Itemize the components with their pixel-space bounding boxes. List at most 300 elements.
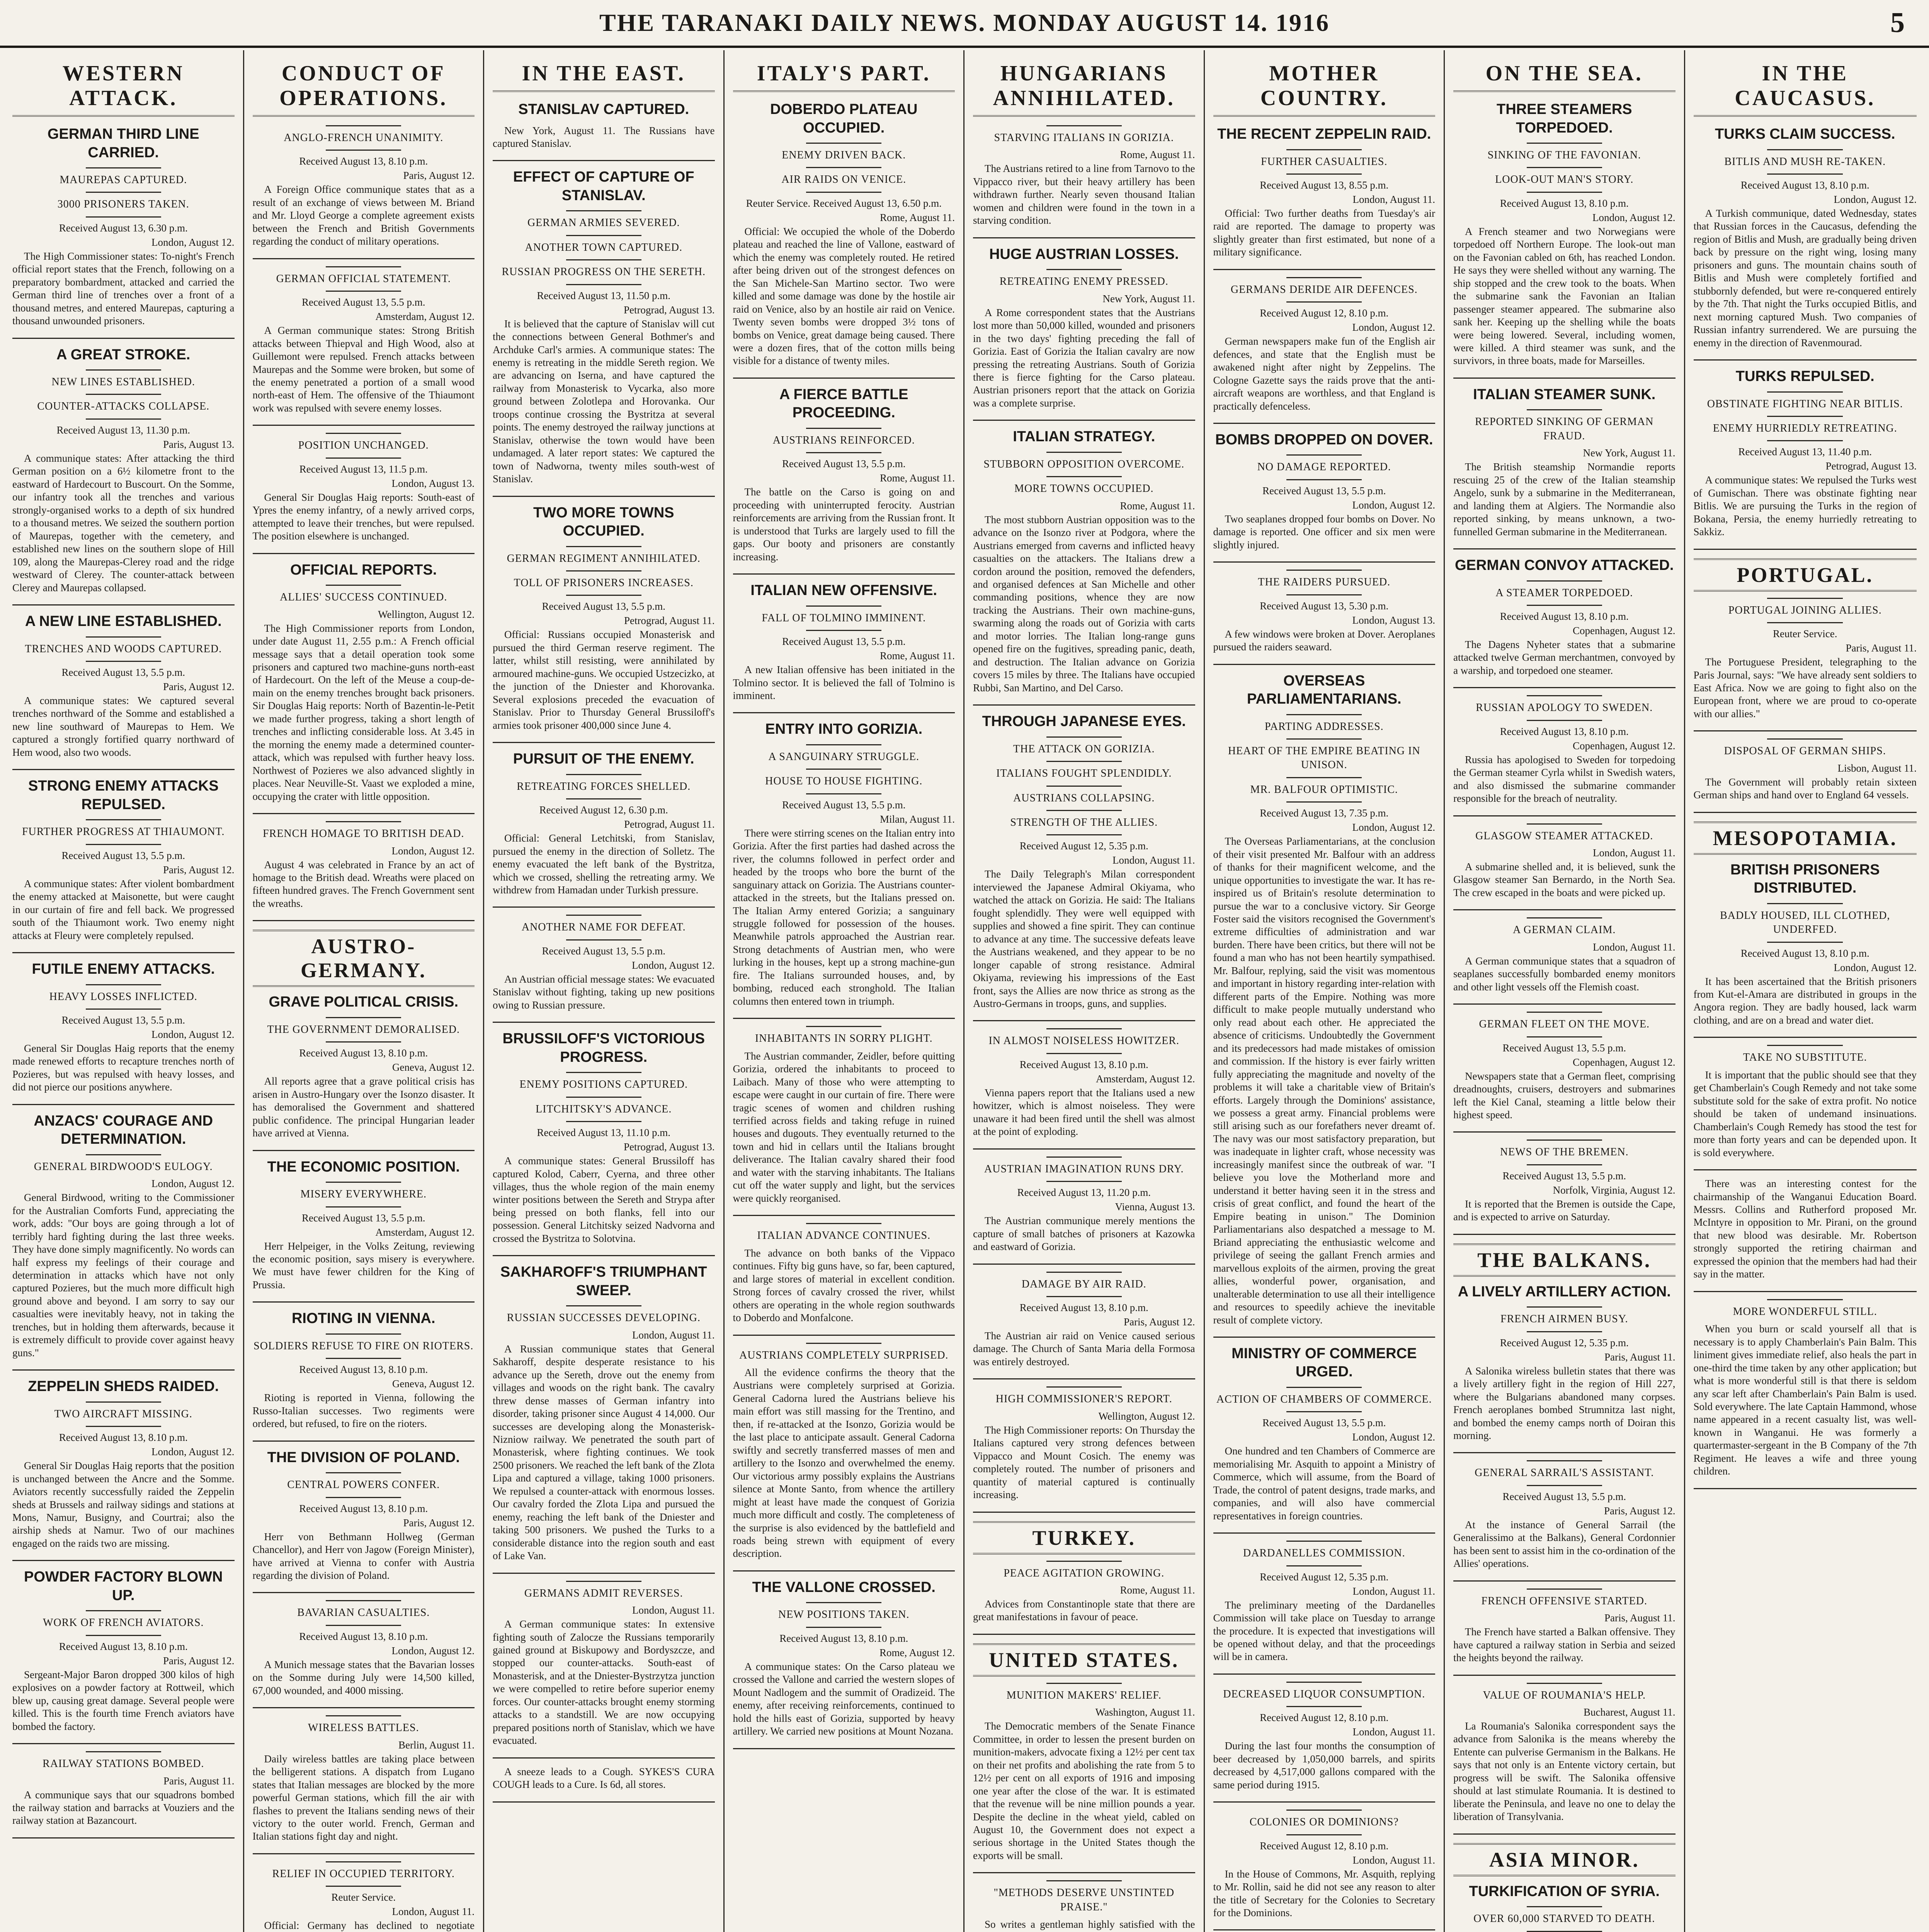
article-subheadline: RUSSIAN SUCCESSES DEVELOPING.	[507, 1312, 701, 1324]
divider-rule	[86, 636, 161, 638]
article-body: The High Commissioner reports: On Thursday the Italians captured very strong defences between Vippacco and Mount Cosich. The enemy was completely routed. The number of prisoners and quantity of material captured is continually increasing.	[973, 1424, 1195, 1501]
divider-rule	[1046, 476, 1122, 477]
article-place: Copenhagen, August 12.	[1573, 624, 1676, 636]
news-column	[1685, 50, 1926, 1932]
divider-rule	[1046, 1561, 1122, 1562]
article-body: A communique states: After violent bombardment the enemy attacked at Maisonette, but were caught in our curtain of fire and fell back. We progressed south of the Thiaumont work. Two enemy night attacks at Fleury were completely repulsed.	[12, 878, 235, 941]
article-separator	[253, 553, 475, 554]
article-subheadline: GERMANS DERIDE AIR DEFENCES.	[1230, 283, 1418, 296]
article-dateline: Reuter Service.	[331, 1891, 396, 1903]
article-subheadline: REPORTED SINKING OF GERMAN FRAUD.	[1475, 416, 1654, 442]
article	[1453, 1588, 1676, 1665]
article-separator	[1694, 730, 1917, 731]
article-headline: STANISLAV CAPTURED.	[518, 101, 689, 117]
divider-rule	[566, 210, 641, 211]
article	[12, 960, 235, 1094]
divider-rule	[566, 1305, 641, 1306]
article-dateline: Received August 13, 5.5 p.m.	[1502, 1170, 1626, 1182]
section-heading: ASIA MINOR.	[1453, 1843, 1676, 1876]
article-dateline: Received August 12, 5.35 p.m.	[1019, 840, 1148, 852]
article-separator	[253, 813, 475, 814]
article-headline: BRITISH PRISONERS DISTRIBUTED.	[1730, 861, 1880, 896]
article-subheadline: PARTING ADDRESSES.	[1264, 720, 1384, 733]
news-column	[1445, 50, 1685, 1932]
article-separator	[1213, 1801, 1436, 1803]
article-subheadline: ITALIAN ADVANCE CONTINUES.	[757, 1230, 931, 1242]
divider-rule	[806, 605, 881, 607]
article-separator	[253, 920, 475, 921]
divider-rule	[86, 216, 161, 218]
article-dateline: Received August 13, 8.10 p.m.	[1740, 179, 1869, 191]
article-subheadline: INHABITANTS IN SORRY PLIGHT.	[755, 1032, 933, 1045]
article-body: The High Commissioner reports from London, under date August 11, 2.55 p.m.: A French official message says that a detail operation took some prisoners and captured two machine-guns north-east of Hardecourt. On the left of the Meuse a coup-de-main on the enemy trenches brought back prisoners. Sir Douglas Haig reports: North of Bazentin-le-Petit we made further progress, taking a short length of trenches and inflicting considerable loss. At 3.45 in the morning the enemy made a determined counter-attack, which was repulsed with further heavy loss. Northwest of Pozieres we also advanced slightly in places. Near Neuville-St. Vaast we exploded a mine, occupying the crater with little opposition.	[252, 622, 475, 802]
article-place: London, August 12.	[1352, 499, 1435, 511]
article-lead: A sneeze leads to a Cough. SYKES'S CURA COUGH leads to a Cure. Is 6d, all stores.	[493, 1765, 715, 1791]
divider-rule	[1527, 1036, 1602, 1037]
article-subheadline: BADLY HOUSED, ILL CLOTHED, UNDERFED.	[1720, 909, 1890, 936]
article-place: Paris, August 12.	[163, 864, 235, 876]
article-body: One hundred and ten Chambers of Commerce are memorialising Mr. Asquith to appoint a Ministry of Commerce, which will assume, from the Board of Trade, the control of patent designs, trade marks, and companies, and will also have commercial representatives in foreign countries.	[1213, 1445, 1435, 1522]
article-separator	[1453, 815, 1676, 816]
article-body: The advance on both banks of the Vippaco continues. Fifty big guns have, so far, been captured, and large stores of material in excellent condition. Strong forces of cavalry crossed the river, whilst others are operating in the whole region southwards to Doberdo and Monfalcone.	[733, 1247, 955, 1324]
article	[1213, 125, 1436, 259]
article-headline: ITALIAN STEAMER SUNK.	[1473, 386, 1656, 403]
article	[1213, 1345, 1436, 1522]
article-place: Paris, August 12.	[403, 1517, 475, 1529]
article-subheadline: OBSTINATE FIGHTING NEAR BITLIS.	[1707, 398, 1903, 410]
article	[253, 1310, 475, 1430]
article-separator	[1213, 1929, 1436, 1930]
article	[1453, 823, 1676, 900]
article-place: London, August 12.	[1834, 961, 1917, 973]
article-subheadline: FRENCH AIRMEN BUSY.	[1500, 1313, 1628, 1325]
article-subheadline: TOLL OF PRISONERS INCREASES.	[514, 577, 694, 589]
divider-rule	[1527, 1460, 1602, 1461]
article-subheadline: COUNTER-ATTACKS COLLAPSE.	[37, 400, 210, 413]
article-subheadline: DECREASED LIQUOR CONSUMPTION.	[1223, 1688, 1425, 1700]
article-body: A Salonika wireless bulletin states that there was a lively artillery fight in the region of Hill 227, where the Bulgarians abandoned many corpses. French aeroplanes bombed Strumnitza last night, and bombed the enemy camps north of Doiran this morning.	[1453, 1365, 1676, 1442]
article	[1694, 1177, 1917, 1281]
article-body: All the evidence confirms the theory that the Austrians were completely surprised at Gorizia. General Cadorna lured the Austrians believe his main effort was still massing for the Trentino, and then, if re-attacked at the Isonzo, Gorizia would be the last place to anticipate assault. General Cadorna swiftly and secretly transferred masses of men and artillery to the Isonzo and overwhelmed the enemy. Our victorious army possibly explains the Austrians silence at Monte Santo, from whence the artillery might at least have made the conquest of Gorizia much more difficult and costly. The completeness of the surprise is also evidenced by the battlefield and roads being strewn with equipment of every description.	[733, 1366, 955, 1560]
article-place: Copenhagen, August 12.	[1573, 740, 1676, 752]
divider-rule	[1046, 1386, 1122, 1388]
divider-rule	[566, 915, 641, 916]
article-separator	[1453, 909, 1676, 910]
divider-rule	[566, 1581, 641, 1582]
article-place: Rome, August 11.	[1120, 149, 1195, 161]
divider-rule	[1286, 1706, 1362, 1707]
article-separator	[1694, 1037, 1917, 1038]
article-dateline: Reuter Service. Received August 13, 6.50 p.m.	[746, 197, 942, 209]
article-separator	[973, 1872, 1195, 1873]
divider-rule	[806, 793, 881, 794]
divider-rule	[1046, 1296, 1122, 1297]
article	[973, 245, 1195, 410]
divider-rule	[1046, 786, 1122, 787]
article-dateline: Received August 13, 8.10 p.m.	[1500, 610, 1629, 622]
news-column	[725, 50, 965, 1932]
article-separator	[1213, 1532, 1436, 1534]
divider-rule	[806, 1026, 881, 1027]
divider-rule	[1527, 1139, 1602, 1141]
article-body: Official: We occupied the whole of the Doberdo plateau and reached the line of Vallone, eastward of which the enemy was completely routed. He retired after being driven out of the strongest defences on the San Michele-San Martino sector. Two were killed and some damage was done by the hostile air raid on Venice, also by an hostile air raid on Venice. Twenty seven bombs were dropped 3½ tons of bombs on Venice, great damage being caused. There were a dozen fires, that of the cotton mills being visible for a distance of twenty miles.	[733, 225, 955, 367]
article-headline: THE DIVISION OF POLAND.	[267, 1449, 460, 1466]
divider-rule	[1527, 1012, 1602, 1013]
article-body: Vienna papers report that the Italians used a new howitzer, which is almost noiseless. They were unaware it had been fired until the shell was almost at the point of exploding.	[973, 1087, 1195, 1138]
divider-rule	[806, 143, 881, 144]
article-place: Wellington, August 12.	[1098, 1410, 1195, 1422]
divider-rule	[1527, 143, 1602, 144]
article-body: Daily wireless battles are taking place between the belligerent stations. A dispatch from Lugano states that Italian messages are blocked by the more powerful German stations, which fill the air with flashes to prevent the Italians sending news of their victory to the outer world. French, German and Italian stations fight day and night.	[252, 1753, 475, 1842]
news-column	[484, 50, 725, 1932]
article-place: London, August 11.	[1592, 847, 1676, 859]
article	[1213, 1682, 1436, 1791]
article-body: Two seaplanes dropped four bombs on Dover. No damage is reported. One officer and six men were slightly injured.	[1213, 513, 1435, 551]
divider-rule	[1527, 823, 1602, 825]
article-dateline: Received August 12, 6.30 p.m.	[539, 804, 668, 816]
article-separator	[1453, 1234, 1676, 1235]
article-separator	[973, 1264, 1195, 1265]
article-headline: ENTRY INTO GORIZIA.	[765, 721, 923, 738]
article	[253, 266, 475, 415]
divider-rule	[1286, 1541, 1362, 1542]
article	[973, 713, 1195, 1010]
article-separator	[12, 952, 235, 953]
section-heading: TURKEY.	[973, 1521, 1195, 1554]
article-dateline: Received August 13, 8.10 p.m.	[1019, 1058, 1148, 1070]
article-subheadline: LOOK-OUT MAN'S STORY.	[1495, 173, 1634, 186]
article-body: Advices from Constantinople state that there are great manifestations in favour of peace.	[973, 1598, 1195, 1623]
newspaper-columns	[4, 50, 1925, 1932]
article-place: Paris, August 12.	[1123, 1316, 1195, 1328]
section-heading: PORTUGAL.	[1694, 558, 1917, 592]
article-place: Wellington, August 12.	[378, 608, 475, 620]
article-separator	[973, 1634, 1195, 1635]
article-separator	[253, 425, 475, 426]
article	[1453, 1883, 1676, 1932]
divider-rule	[326, 821, 401, 822]
article-separator	[1213, 1673, 1436, 1675]
article-dateline: Received August 12, 5.35 p.m.	[1500, 1337, 1629, 1349]
article	[253, 561, 475, 803]
article-subheadline: TRENCHES AND WOODS CAPTURED.	[25, 643, 222, 655]
article-subheadline: MISERY EVERYWHERE.	[300, 1188, 427, 1201]
article-subheadline: VALUE OF ROUMANIA'S HELP.	[1483, 1689, 1646, 1701]
article-place: Rome, August 11.	[1120, 1584, 1195, 1596]
article-separator	[973, 1512, 1195, 1513]
divider-rule	[806, 452, 881, 453]
article-place: Lisbon, August 11.	[1837, 762, 1917, 774]
article	[1453, 1139, 1676, 1223]
article	[733, 100, 955, 367]
divider-rule	[326, 1472, 401, 1473]
article-subheadline: NEW LINES ESTABLISHED.	[51, 376, 196, 388]
divider-rule	[566, 798, 641, 799]
article-subheadline: AIR RAIDS ON VENICE.	[781, 173, 907, 186]
article-body: All reports agree that a grave political crisis has arisen in Austro-Hungary over the Isonzo disaster. It has demoralised the Government and shattered public confidence. The principal Hungarian leader have arrived at Vienna.	[252, 1075, 475, 1139]
article-body: The Austrian communique merely mentions the capture of small batches of prisoners at Kazowka and eastward of Gorizia.	[973, 1215, 1195, 1253]
divider-rule	[1046, 834, 1122, 835]
article-subheadline: AUSTRIANS COLLAPSING.	[1013, 792, 1155, 804]
divider-rule	[1527, 695, 1602, 696]
article	[253, 1158, 475, 1292]
divider-rule	[326, 1600, 401, 1601]
article-body: The Portuguese President, telegraphing to the Paris Journal, says: "We have already sent soldiers to East Africa. Now we are going to fight also on the European front, where we are proud to co-operate with our allies."	[1693, 656, 1917, 719]
article-separator	[1694, 1169, 1917, 1170]
article-body: Newspapers state that a German fleet, comprising dreadnoughts, cruisers, destroyers and submarines left the Kiel Canal, steaming a little below their highest speed.	[1453, 1070, 1676, 1121]
news-column	[964, 50, 1205, 1932]
article-place: Vienna, August 13.	[1115, 1201, 1195, 1213]
article	[1453, 917, 1676, 993]
divider-rule	[566, 259, 641, 260]
divider-rule	[566, 939, 641, 940]
article-separator	[1213, 423, 1436, 424]
article-headline: GRAVE POLITICAL CRISIS.	[269, 994, 459, 1010]
article-headline: TURKS CLAIM SUCCESS.	[1715, 126, 1895, 142]
article-subheadline: SINKING OF THE FAVONIAN.	[1487, 149, 1641, 161]
divider-rule	[806, 1627, 881, 1628]
article-subheadline: A STEAMER TORPEDOED.	[1495, 587, 1633, 599]
divider-rule	[1767, 622, 1843, 623]
divider-rule	[86, 1751, 161, 1752]
column-heading: IN THE CAUCASUS.	[1694, 56, 1917, 117]
divider-rule	[326, 150, 401, 151]
article-dateline: Reuter Service.	[1773, 628, 1837, 640]
article-subheadline: HEART OF THE EMPIRE BEATING IN UNISON.	[1228, 745, 1420, 771]
divider-rule	[1527, 1164, 1602, 1165]
article-place: Paris, August 12.	[163, 1655, 235, 1667]
article	[733, 1578, 955, 1738]
article-dateline: Received August 13, 5.5 p.m.	[782, 799, 906, 811]
article-subheadline: AUSTRIANS REINFORCED.	[772, 434, 915, 446]
article-place: Paris, August 13.	[163, 438, 235, 450]
article-subheadline: RETREATING FORCES SHELLED.	[517, 780, 691, 793]
article-body: General Sir Douglas Haig reports that the enemy made renewed efforts to recapture trenches north of Pozieres, but was repulsed with heavy losses, and did not pierce our positions anywhere.	[12, 1042, 235, 1093]
divider-rule	[806, 630, 881, 631]
section-heading: UNITED STATES.	[973, 1643, 1195, 1677]
article	[12, 1751, 235, 1827]
divider-rule	[1527, 1588, 1602, 1590]
article-place: London, August 11.	[1352, 193, 1435, 205]
divider-rule	[326, 1206, 401, 1208]
article-body: General Sir Douglas Haig reports: South-east of Ypres the enemy infantry, of a newly arrived corps, attempted to leave their trenches, but were repulsed. The position elsewhere is unchanged.	[252, 491, 475, 542]
article	[973, 1028, 1195, 1138]
article-body: It has been ascertained that the British prisoners from Kut-el-Amara are distributed in groups in the Angora region. They are badly housed, lack warm clothing, and are on a bread and water diet.	[1693, 975, 1917, 1026]
article-body: General Sir Douglas Haig reports that the position is unchanged between the Ancre and the Somme. Aviators recently successfully raided the Zeppelin sheds at Brussels and railway sidings and stations at Mons, Namur, Busigny, and Courtrai; also the airship sheds at Namur. Two of our machines engaged on the raids two are missing.	[12, 1460, 235, 1549]
article-subheadline: GENERAL SARRAIL'S ASSISTANT.	[1475, 1467, 1654, 1479]
divider-rule	[806, 167, 881, 168]
article-separator	[973, 1378, 1195, 1379]
article-body: The Dagens Nyheter states that a submarine attacked twelve German merchantmen, convoyed by a warship, and torpedoed one steamer.	[1453, 638, 1676, 676]
article-subheadline: MORE TOWNS OCCUPIED.	[1014, 483, 1154, 495]
article-body: An Austrian official message states: We evacuated Stanislav without fighting, taking up new positions owing to Russian pressure.	[493, 973, 715, 1011]
article-separator	[973, 1148, 1195, 1150]
article-headline: ITALIAN STRATEGY.	[1013, 429, 1155, 445]
article-subheadline: ALLIES' SUCCESS CONTINUED.	[280, 591, 447, 604]
article	[1453, 1683, 1676, 1823]
article	[12, 1378, 235, 1550]
article-separator	[1453, 1675, 1676, 1676]
article	[1213, 570, 1436, 653]
article-place: London, August 11.	[632, 1604, 715, 1616]
article-subheadline: SOLDIERS REFUSE TO FIRE ON RIOTERS.	[253, 1340, 474, 1352]
divider-rule	[326, 1497, 401, 1498]
article-body: German newspapers make fun of the English air defences, and state that the English must be awakened night after night by Zeppelins. The Cologne Gazette says the raids prove that the anti-aircraft weapons are worthless, and that England is practically defenceless.	[1213, 335, 1435, 412]
article-place: London, August 12.	[1352, 321, 1435, 333]
article-body: In the House of Commons, Mr. Asquith, replying to Mr. Rollin, said he did not see any reason to alter the title of Secretary for the Colonies to Secretary for the Dominions.	[1213, 1868, 1435, 1918]
article-dateline: Received August 13, 6.30 p.m.	[59, 222, 188, 234]
article-dateline: Received August 13, 5.5 p.m.	[302, 296, 425, 308]
article	[1694, 367, 1917, 539]
divider-rule	[1527, 1683, 1602, 1684]
divider-rule	[326, 1333, 401, 1335]
article-dateline: Received August 13, 5.5 p.m.	[1502, 1490, 1626, 1502]
article-dateline: Received August 13, 5.5 p.m.	[61, 849, 185, 861]
divider-rule	[1046, 452, 1122, 453]
article-place: London, August 11.	[1352, 1585, 1435, 1597]
article-place: Paris, August 11.	[1604, 1351, 1676, 1363]
article-body: The British steamship Normandie reports rescuing 25 of the crew of the Italian steamship Angelo, sunk by a submarine in the Mediterranean, and landing them at Algiers. The Normandie also reported sinking, by means unknown, a two-funnelled German submarine in the Mediterranean.	[1453, 461, 1676, 537]
article-subheadline: WORK OF FRENCH AVIATORS.	[43, 1617, 204, 1629]
article-body: Official: Germany has declined to negotiate	[264, 1920, 475, 1932]
article	[973, 428, 1195, 694]
article-subheadline: DARDANELLES COMMISSION.	[1243, 1547, 1405, 1560]
article-body: A communique says that our squadrons bombed the railway station and barracks at Vouziers and the railway station at Bazancourt.	[12, 1789, 235, 1827]
news-column	[1205, 50, 1445, 1932]
article-separator	[1694, 812, 1917, 813]
divider-rule	[326, 1715, 401, 1716]
divider-rule	[86, 167, 161, 168]
divider-rule	[806, 1343, 881, 1344]
section-heading: THE BALKANS.	[1453, 1243, 1676, 1277]
article-subheadline: RUSSIAN APOLOGY TO SWEDEN.	[1476, 702, 1653, 714]
article-subheadline: OVER 60,000 STARVED TO DEATH.	[1473, 1913, 1655, 1925]
article-subheadline: ENEMY DRIVEN BACK.	[782, 149, 906, 161]
article-place: London, August 11.	[1352, 1726, 1435, 1738]
divider-rule	[1527, 409, 1602, 410]
article-body: The Austrian commander, Zeidler, before quitting Gorizia, ordered the inhabitants to proceed to Laibach. Many of those who were attempting to escape were caught in our curtain of fire. There were tragic scenes of women and children rushing terrified across fields and taking refuge in ruined houses and dugouts. They eventually returned to the town and hid in cellars until the Italians brought deliverance. The Italian cavalry shared their food and water with the starving inhabitants. The Italians cut off the water supply and light, but the services were quickly reorganised.	[733, 1050, 955, 1204]
article	[493, 915, 715, 1012]
article-separator	[1453, 1003, 1676, 1005]
article-body: A German communique states: In extensive fighting south of Zalocze the Russians temporarily gained ground at Biskupowy and Bordyszcze, and stopped our counter-attacks. South-east of Monasterisk, and at the Dniester-Bystrzytza junction we were compelled to retire before superior enemy forces. Our counter-attacks brought enemy storming attacks to a standstill. We are now occupying prepared positions north of Stanislav, which we have evacuated.	[493, 1618, 715, 1747]
divider-rule	[1527, 1306, 1602, 1308]
article-body: Official: Russians occupied Monasterisk and pursued the third German reserve regiment. The latter, whilst still resisting, were annihilated by armoured machine-guns. We occupied Ustzecizko, at the junction of the Dniester and Khorovanka. Several explosions preceded the evacuation of Stanislav. Prior to Thursday General Brussiloff's armies took prisoner 400,000 since June 4.	[493, 629, 715, 731]
article-subheadline: NO DAMAGE REPORTED.	[1257, 461, 1391, 473]
article-separator	[1453, 378, 1676, 379]
article-body: General Birdwood, writing to the Commissioner for the Australian Comforts Fund, appreciating the work, adds: "Our boys are going through a lot of terribly hard fighting during the last three weeks. They have done simply magnificently. No words can half express my feelings of their courage and determination in attacks which have not only captured Pozieres, but the much more difficult high ground above and beyond. I am sorry to say our casualties were inevitably heavy, not in taking the trenches, but in holding them afterwards, because it is extremely difficult to provide cover against heavy guns."	[12, 1192, 235, 1359]
divider-rule	[1527, 167, 1602, 168]
article-separator	[12, 1743, 235, 1744]
article-body: August 4 was celebrated in France by an act of homage to the British dead. Wreaths were placed on fifteen hundred graves. The French Government sent the wreaths.	[252, 859, 475, 909]
article-subheadline: RUSSIAN PROGRESS ON THE SERETH.	[502, 266, 706, 278]
article-subheadline: THE ATTACK ON GORIZIA.	[1013, 743, 1155, 755]
divider-rule	[1767, 903, 1843, 904]
article	[253, 1715, 475, 1843]
article-separator	[253, 1301, 475, 1303]
article-headline: BRUSSILOFF'S VICTORIOUS PROGRESS.	[502, 1031, 705, 1065]
article-dateline: Received August 13, 5.30 p.m.	[1260, 600, 1389, 612]
article	[1694, 598, 1917, 721]
article-subheadline: FURTHER PROGRESS AT THIAUMONT.	[22, 826, 225, 838]
divider-rule	[1767, 173, 1843, 175]
article-headline: MINISTRY OF COMMERCE URGED.	[1232, 1345, 1417, 1380]
article-subheadline: POSITION UNCHANGED.	[298, 439, 429, 452]
article-body: The Austrian air raid on Venice caused serious damage. The Church of Santa Maria della Formosa was entirely destroyed.	[973, 1330, 1195, 1367]
article-subheadline: GERMAN OFFICIAL STATEMENT.	[276, 272, 451, 285]
article-body: Sergeant-Major Baron dropped 300 kilos of high explosives on a powder factory at Rottweil, which blew up, causing great damage. Several people were killed. This is the fourth time French aviators have bombed the factory.	[12, 1668, 235, 1732]
article-body: La Roumania's Salonika correspondent says the advance from Salonika is the means whereby the Entente can pulverise Germanism in the Balkans. He says that not only is an Entente victory certain, but progress will be swift. The Salonika offensive should at last stimulate Roumania. It is destined to liberate the Peninsula, and leave no one to delay the liberation of Transylvania.	[1453, 1720, 1676, 1823]
article-body: The Democratic members of the Senate Finance Committee, in order to lessen the present burden on munition-makers, advocate fixing a 12½ per cent tax on their net profits and abolishing the rate from 5 to 12½ per cent on all exports of 1916 and imposing one year after the close of the war. It is estimated that the revenue will be nine million pounds a year. Despite the decline in the wheat yield, cabled on August 10, the Government does not expect a serious shortage in the United States though the exports will be small.	[973, 1720, 1195, 1861]
article-subheadline: HIGH COMMISSIONER'S REPORT.	[995, 1393, 1172, 1405]
article-place: Norfolk, Virginia, August 12.	[1553, 1184, 1676, 1196]
article-body: Official: General Letchitski, from Stanislav, pursued the enemy in the direction of Solletz. The enemy evacuated the left bank of the Bystritza, which we crossed, shelling the retreating army. We withdrew from Hamadan under Turkish pressure.	[493, 832, 715, 896]
article-place: Berlin, August 11.	[398, 1739, 475, 1751]
article-headline: ANZACS' COURAGE AND DETERMINATION.	[34, 1112, 213, 1148]
article	[733, 720, 955, 1008]
divider-rule	[1286, 1565, 1362, 1566]
divider-rule	[566, 595, 641, 596]
article	[12, 125, 235, 328]
article-place: Amsterdam, August 12.	[375, 311, 475, 323]
article	[493, 1263, 715, 1562]
divider-rule	[326, 266, 401, 267]
article-headline: THREE STEAMERS TORPEDOED.	[1497, 101, 1632, 136]
article-body: A Foreign Office communique states that as a result of an exchange of views between M. Briand and Mr. Lloyd George a complete agreement exists between the French and British Governments regarding the conduct of military operations.	[252, 184, 475, 247]
article-separator	[12, 1104, 235, 1105]
divider-rule	[1767, 738, 1843, 740]
divider-rule	[1286, 1682, 1362, 1683]
article-separator	[493, 496, 715, 497]
article-subheadline: CENTRAL POWERS CONFER.	[287, 1479, 440, 1491]
article-dateline: Received August 12, 8.10 p.m.	[1260, 1840, 1389, 1852]
article-separator	[973, 1020, 1195, 1021]
article-subheadline: AUSTRIANS COMPLETELY SURPRISED.	[739, 1349, 949, 1361]
article	[493, 100, 715, 150]
article-body: Herr von Bethmann Hollweg (German Chancellor), and Herr von Jagow (Foreign Minister), have arrived at Vienna to confer with Austria regarding the division of Poland.	[252, 1531, 475, 1581]
article	[733, 386, 955, 563]
article	[493, 504, 715, 732]
article-dateline: Received August 13, 8.10 p.m.	[1500, 725, 1629, 737]
article-place: London, August 12.	[151, 1028, 235, 1040]
divider-rule	[1527, 580, 1602, 582]
article-subheadline: IN ALMOST NOISELESS HOWITZER.	[988, 1035, 1180, 1047]
article-place: Paris, August 11.	[1604, 1612, 1676, 1624]
article-subheadline: ACTION OF CHAMBERS OF COMMERCE.	[1216, 1393, 1432, 1405]
divider-rule	[1046, 810, 1122, 811]
divider-rule	[326, 585, 401, 586]
divider-rule	[806, 428, 881, 429]
article-body: The French have started a Balkan offensive. They have captured a railway station in Serbia and seized the heights beyond the railway.	[1453, 1626, 1676, 1664]
article-separator	[1453, 1131, 1676, 1133]
article-separator	[12, 769, 235, 770]
divider-rule	[1286, 1810, 1362, 1811]
article-body: The Austrians retired to a line from Tarnovo to the Vippacco river, but their heavy artillery has been withdrawn further. Nearly seven thousand Italian women and children were found in the town in a starving condition.	[973, 163, 1195, 226]
article-body: A communique states: General Brussiloff has captured Kolod, Caberr, Cyerna, and three other villages, thus the whole region of the main enemy winter positions between the Sereth and Strypa after being pressed on both flanks, fell into our possession. General Litchitsky seized Nadvorna and crossed the Bystritza to Solotvina.	[493, 1155, 715, 1244]
divider-rule	[1527, 192, 1602, 193]
divider-rule	[326, 1625, 401, 1626]
divider-rule	[86, 984, 161, 985]
article-place: London, August 12.	[391, 1645, 475, 1656]
article	[733, 582, 955, 702]
article-dateline: Received August 13, 5.5 p.m.	[1262, 485, 1386, 497]
article-subheadline: STRENGTH OF THE ALLIES.	[1010, 816, 1158, 828]
divider-rule	[806, 769, 881, 770]
article	[1453, 1460, 1676, 1570]
article	[973, 1880, 1195, 1932]
article-body: A communique states: On the Carso plateau we crossed the Vallone and carried the western slopes of Mount Nadlogem and the summit of Oradizeid. The enemy, after receiving reinforcements, continued to hold the hills east of Gorizia, supported by heavy artillery. We carried new positions at Mount Nozana.	[733, 1660, 955, 1737]
divider-rule	[86, 1009, 161, 1010]
article-body: A new Italian offensive has been initiated in the Tolmino sector. It is believed the fall of Tolmino is imminent.	[733, 664, 955, 701]
